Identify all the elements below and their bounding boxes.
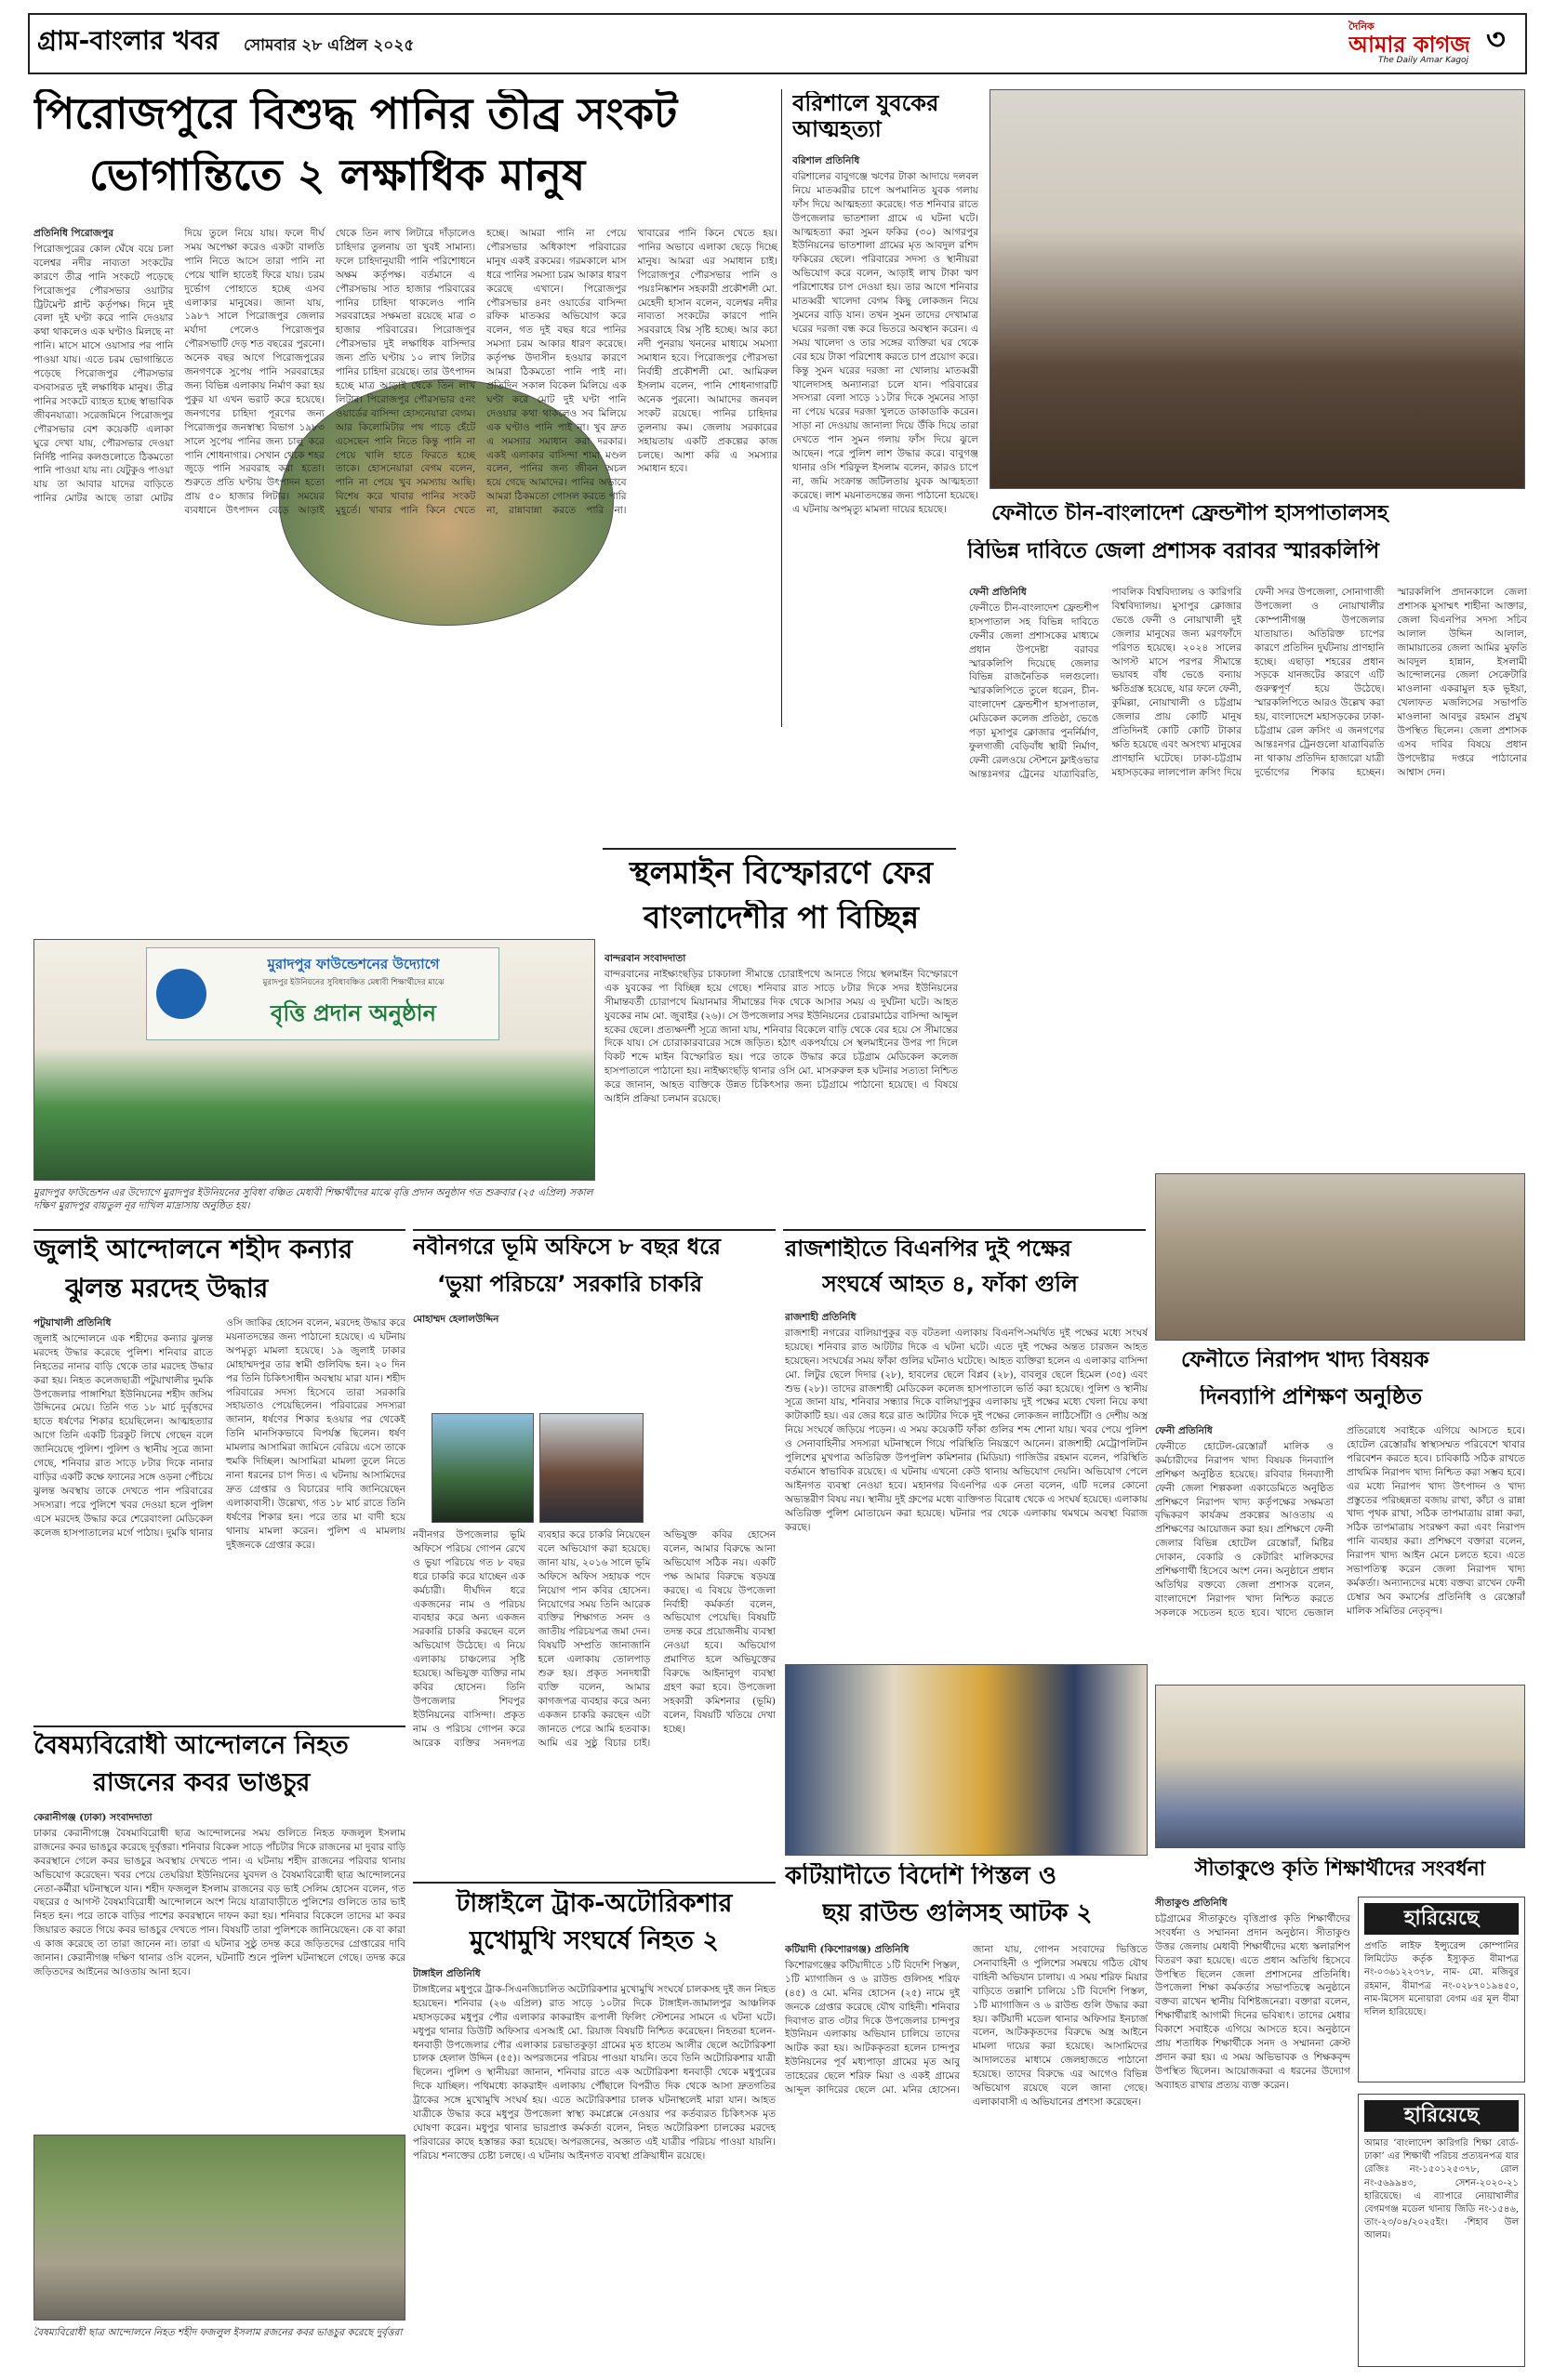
masthead	[28, 13, 1527, 74]
rajshahi-divider	[783, 1229, 1146, 1231]
tangail-body-text: টাঙ্গাইলের মধুপুরে ট্রাক-সিএনজিচালিত অটোরিকশার মুখোমুখি সংঘর্ষে চালকসহ দুই জন নিহত হয়েছেন। শনিবার (২৬ এপ্রিল) রাত সাড়ে ১০টার দিকে টাঙ্গাইল-জামালপুর আঞ্চলিক মহাসড়কের মধুপুর পৌর এলাকার কাকরাইদ রূপালী ফিলিং স্টেশনের সামনে এ ঘটনা ঘটে। মধুপুর থানার ডিউটি অফিসার এসআই মো. রিয়াজ বিষয়টি নিশ্চিত করেছেন। নিহতরা হলেন- ধনবাড়ী উপজেলার পৌর এলাকার চরভাতকুড়া গ্রামের মৃত হাতেম আলীর ছেলে অটোরিকশা চালক হেলাল উদ্দিন (৫৫)। অপরজনের পরিচয় পাওয়া যায়নি। তবে তিনি অটোরিকশার যাত্রী ছিলেন। পুলিশ ও স্থানীয়রা জানান, শনিবার রাতে এক অটোরিকশা ধনবাড়ী থেকে মধুপুরের দিকে যাচ্ছিল। পথিমধ্যে কাকরাইদ এলাকায় পৌঁছালে বিপরীত দিক থেকে আসা দ্রুতগতির ট্রাকের সঙ্গে মুখোমুখি সংঘর্ষ হয়। এতে অটোরিকশার চালক ঘটনাস্থলেই মারা যান। আহত যাত্রীকে উদ্ধার করে মধুপুর উপজেলা স্বাস্থ্য কমপ্লেক্সে নেওয়ার পর কর্তব্যরত চিকিৎসক মৃত ঘোষণা করেন। মধুপুর থানার ভারপ্রাপ্ত কর্মকর্তা বলেন, নিহত অটোরিকশা চালকের মরদেহ পরিবারের কাছে হস্তান্তর করা হয়েছে। অপরজনের, অজ্ঞাত এই যাত্রীর পরিচয় পাওয়া যায়নি। পরিচয় শনাক্তের চেষ্টা চলছে। এ ঘটনায় আইনগত ব্যবস্থা প্রক্রিয়াধীন রয়েছে।	[413, 1983, 776, 2162]
barishal-headline: বরিশালে যুবকের আত্মহত্যা	[792, 91, 939, 142]
feni-headline-2: বিভিন্ন দাবিতে জেলা প্রশাসক বরাবর স্মারকলিপি	[967, 539, 1380, 563]
lost-notice-1	[1358, 1897, 1525, 2082]
paper-prefix: দৈনিক	[1348, 20, 1375, 33]
rajshahi-byline: রাজশাহী প্রতিনিধি	[785, 1312, 857, 1323]
feni-byline: ফেনী প্রতিনিধি	[969, 587, 1027, 598]
nabinagar-headline-1: নবীনগরে ভূমি অফিসে ৮ বছর ধরে	[413, 1235, 721, 1260]
mob-divider	[33, 1726, 405, 1727]
safefood-headline-2: দিনব্যাপি প্রশিক্ষণ অনুষ্ঠিত	[1200, 1385, 1423, 1409]
lost-notice-1-label: হারিয়েছে	[1364, 1903, 1519, 1935]
barishal-body	[792, 154, 978, 731]
landmine-headline-1: স্থলমাইন বিস্ফোরণে ফের	[629, 855, 934, 891]
paper-name: আমার কাগজ	[1348, 32, 1470, 58]
lead-headline-2: ভোগান্তিতে ২ লক্ষাধিক মানুষ	[89, 151, 586, 200]
safefood-body-text: ফেনীতে হোটেল-রেস্তোরাঁ মালিক ও কর্মচারীদের নিরাপদ খাদ্য বিষয়ক দিনব্যাপি প্রশিক্ষণ অনুষ্ঠিত হয়েছে। রবিবার দিনব্যাপী ফেনী জেলা শিল্পকলা একাডেমিতে অনুষ্ঠিত প্রশিক্ষণে নিরাপদ খাদ্য কর্তৃপক্ষের সক্ষমতা বৃদ্ধিকরণ কার্যক্রম প্রকল্পের আওতায় এ প্রশিক্ষণের আয়োজন করা হয়। প্রশিক্ষণে ফেনী জেলার বিভিন্ন হোটেল রেস্তোরাঁ, মিষ্টির দোকান, বেকারি ও কেটারিং মালিকদের প্রশিক্ষণার্থী হিসেবে অংশ নেন। অনুষ্ঠানে প্রধান অতিথির বক্তব্যে জেলা প্রশাসক বলেন, বাংলাদেশে নিরাপদ খাদ্য নিশ্চিত করতে সকলকে সচেতন হতে হবে। খাদ্যে ভেজাল প্রতিরোধে সবাইকে এগিয়ে আসতে হবে। হোটেল রেস্তোরাঁয় স্বাস্থ্যসম্মত পরিবেশে খাবার পরিবেশন করতে হবে। চাবিকাঠি সঠিক রাখতে প্রাথমিক নিরাপদ খাদ্য নিশ্চিত করা সম্ভব হবে। এর মধ্যে নিরাপদ খাদ্য উৎপাদন ও খাদ্য প্রস্তুতের পরিচ্ছন্নতা বজায় রাখা, কাঁচা ও রান্না খাদ্য পৃথক রাখা, সঠিক তাপমাত্রায় রান্না করা, সঠিক তাপমাত্রায় সংরক্ষণ করা এবং নিরাপদ পানি ব্যবহার করা। প্রশিক্ষণে বক্তারা বলেন, নিরাপদ খাদ্য আইন মেনে চলতে হবে। এতে সভাপতিত্ব করেন জেলা নিরাপদ খাদ্য কর্মকর্তা। অন্যান্যদের মধ্যে বক্তব্য রাখেন ফেনী চেম্বার অব কমার্সের প্রতিনিধি ও রেস্তোরাঁ মালিক সমিতির নেতৃবৃন্দ।	[1155, 1425, 1525, 1619]
scholarship-banner-sub: মুরাদপুর ইউনিয়নের সুবিধাবঞ্চিত মেধাবী শিক্ষার্থীদের মাঝে	[262, 978, 445, 987]
safefood-headline-1: ফেনীতে নিরাপদ খাদ্য বিষয়ক	[1181, 1348, 1429, 1372]
nabinagar-body-text: নবীনগর উপজেলার ভূমি অফিসে পরিচয় গোপন রেখে ও ভুয়া পরিচয়ে গত ৮ বছর ধরে চাকরি করে যাচ্ছেন এক কর্মচারী। দীর্ঘদিন ধরে একজনের নাম ও পরিচয় ব্যবহার করে অন্য একজন সরকারি চাকরি করছেন বলে অভিযোগ উঠেছে। এ নিয়ে এলাকায় চাঞ্চল্যের সৃষ্টি হয়েছে। অভিযুক্ত ব্যক্তির নাম কবির হোসেন। তিনি উপজেলার শিবপুর ইউনিয়নের বাসিন্দা। প্রকৃত নাম ও পরিচয় গোপন করে আরেক ব্যক্তির সনদপত্র ব্যবহার করে চাকরি নিয়েছেন বলে অভিযোগ করা হয়েছে। জানা যায়, ২০১৬ সালে ভূমি অফিসে অফিস সহায়ক পদে নিয়োগ পান কবির হোসেন। নিয়োগের সময় তিনি আরেক ব্যক্তির শিক্ষাগত সনদ ও জাতীয় পরিচয়পত্র জমা দেন। বিষয়টি সম্প্রতি জানাজানি হলে এলাকায় তোলপাড় শুরু হয়। প্রকৃত সনদধারী ব্যক্তি বলেন, আমার কাগজপত্র ব্যবহার করে অন্য একজন চাকরি করছেন এটা জানতে পেরে আমি হতবাক। আমি এর সুষ্ঠু বিচার চাই। অভিযুক্ত কবির হোসেন বলেন, আমার বিরুদ্ধে আনা অভিযোগ সঠিক নয়। একটি পক্ষ আমার বিরুদ্ধে ষড়যন্ত্র করছে। এ বিষয়ে উপজেলা নির্বাহী কর্মকর্তা বলেন, অভিযোগ পেয়েছি। বিষয়টি তদন্ত করে প্রয়োজনীয় ব্যবস্থা নেওয়া হবে। অভিযোগ প্রমাণিত হলে অভিযুক্তের বিরুদ্ধে আইনানুগ ব্যবস্থা গ্রহণ করা হবে। উপজেলা সহকারী কমিশনার (ভূমি) বলেন, বিষয়টি খতিয়ে দেখা হচ্ছে।	[413, 1529, 776, 1749]
july-headline-2: ঝুলন্ত মরদেহ উদ্ধার	[65, 1274, 269, 1303]
nabinagar-body	[413, 1528, 776, 1878]
lost-notice-2	[1358, 2094, 1525, 2367]
barishal-byline: বরিশাল প্রতিনিধি	[792, 155, 860, 166]
mob-headline-2: রাজনের কবর ভাঙচুর	[93, 1768, 311, 1797]
scholarship-caption: মুরাদপুর ফাউন্ডেশন এর উদ্যোগে মুরাদপুর ইউনিয়নের সুবিধা বঞ্চিত মেধাবী শিক্ষার্থীদের মাঝে বৃত্তি প্রদান অনুষ্ঠান গত শুক্রবার (২৫ এপ্রিল) সকাল দক্ষিণ মুরাদপুর বায়তুল নূর দাখিল মাদ্রাসায় অনুষ্ঠিত হয়।	[33, 1187, 593, 1212]
landmine-body	[604, 952, 958, 1209]
feni-body-text: ফেনীতে চীন-বাংলাদেশ ফ্রেন্ডশীপ হাসপাতাল সহ বিভিন্ন দাবিতে ফেনীর জেলা প্রশাসকের মাধ্যমে প্রধান উপদেষ্টা বরাবর স্মারকলিপি দিয়েছে জেলার বিভিন্ন রাজনৈতিক দলগুলো। স্মারকলিপিতে তুলে ধরেন, চীন-বাংলাদেশ ফ্রেন্ডশীপ হাসপাতাল, মেডিকেল কলেজ প্রতিষ্ঠা, ভেঙে পড়া মুসাপুর ক্লোজার পুনর্নির্মাণ, ফুলগাজী বেড়িবাঁধ স্থায়ী নির্মাণ, ফেনী রেলওয়ে স্টেশনে ফ্লাইওভার আন্তঃনগর ট্রেনের যাত্রাবিরতি, পাবলিক বিশ্ববিদ্যালয় ও কারিগরি বিশ্ববিদ্যালয়। মুসাপুর ক্লোজার ভেঙে ফেনী ও নোয়াখালী দুই জেলার মানুষের জন্য মরণফাঁদে পরিণত হয়েছে। ২০২৪ সালের আগস্ট মাসে পরপর সীমান্তে ভয়াবহ বাঁধ ভেঙে বন্যায় ক্ষতিগ্রস্ত হয়েছে, যার ফলে ফেনী, কুমিল্লা, নোয়াখালী ও চট্টগ্রাম জেলার প্রায় কোটি মানুষ প্রতিদিনই কোটি কোটি টাকার ক্ষতি হয়েছে এবং অসংখ্য মানুষের প্রাণহানি ঘটেছে। ঢাকা-চট্টগ্রাম মহাসড়কের লালপোল ক্রসিং দিয়ে ফেনী সদর উপজেলা, সোনাগাজী উপজেলা ও নোয়াখালীর কোম্পানীগঞ্জ উপজেলার যাতায়াত। অতিরিক্ত চাপের কারণে প্রতিদিন দুর্ঘটনায় প্রাণহানি হচ্ছে। এছাড়া শহরের প্রধান সড়কে যানজটের কারণে এটি গুরুত্বপূর্ণ হয়ে উঠেছে। স্মারকলিপিতে আরও উল্লেখ করা হয়, বাংলাদেশে মহাসড়কের ঢাকা-চট্টগ্রাম রেল ক্রসিং এ জনগণের আন্তঃনগর ট্রেনগুলো যাত্রাবিরতি না থাকায় প্রতিদিন হাজারো যাত্রী দুর্ভোগের শিকার হচ্ছেন। স্মারকলিপি প্রদানকালে জেলা প্রশাসক মুসাম্মৎ শাহীনা আক্তার, জেলা বিএনপির সদস্য সচিব আলাল উদ্দিন আলাল, জামায়াতের জেলা আমির মুফতি আবদুল হান্নান, ইসলামী আন্দোলনের জেলা সেক্রেটারি মাওলানা একরামুল হক ভূইয়া, খেলাফত মজলিসের সভাপতি মাওলানা আবদুর রহমান প্রমুখ উপস্থিত ছিলেন। জেলা প্রশাসক এসব দাবির বিষয়ে প্রধান উপদেষ্টার দপ্তরে পাঠানোর আশ্বাস দেন।	[969, 587, 1527, 780]
mob-headline-1: বৈষম্যবিরোধী আন্দোলনে নিহত	[33, 1731, 349, 1760]
issue-date: সোমবার ২৮ এপ্রিল ২০২৫	[244, 36, 415, 55]
tangail-headline-1: টাঙ্গাইলে ট্রাক-অটোরিকশার	[456, 1889, 733, 1918]
rajshahi-headline-2: সংঘর্ষে আহত ৪, ফাঁকা গুলি	[822, 1272, 1078, 1297]
safefood-body	[1155, 1424, 1525, 1679]
tangail-divider	[413, 1882, 776, 1884]
feni-memorandum-photo	[990, 89, 1525, 489]
nabinagar-byline: মোহাম্মদ হেলালউদ্দিন	[413, 1314, 499, 1325]
safefood-byline: ফেনী প্রতিনিধি	[1155, 1425, 1213, 1436]
nabinagar-portrait-1	[432, 1413, 534, 1523]
landmine-divider	[603, 848, 956, 850]
rajshahi-body	[785, 1311, 1148, 1655]
katiadi-byline: কটিয়াদী (কিশোরগঞ্জ) প্রতিনিধি	[785, 1944, 910, 1955]
rajshahi-body-text: রাজশাহী নগরের বালিয়াপুকুর বড় বটতলা এলাকায় বিএনপি-সমর্থিত দুই পক্ষের মধ্যে সংঘর্ষ হয়েছে। শনিবার রাত আটটার দিকে এ ঘটনা ঘটে। এতে দুই পক্ষের অন্তত চারজন আহত হয়েছেন। সংঘর্ষের সময় ফাঁকা গুলির ঘটনাও ঘটেছে। আহত ব্যক্তিরা হলেন এ এলাকার বাসিন্দা মো. লিটুর ছেলে দিদার (২৮), হাবলের ছেলে বিপ্লব (২৮), বাবলুর ছেলে হিমেল (৩৫) এবং শুভ (২৮)। তাদের রাজশাহী মেডিকেল কলেজ হাসপাতালে ভর্তি করা হয়েছে। পুলিশ ও স্থানীয় সূত্রে জানা যায়, শনিবার সন্ধ্যার দিকে বালিয়াপুকুর এলাকায় দুই পক্ষের মধ্যে খেলা নিয়ে কথা কাটাকাটি হয়। এর জের ধরে রাত আটটার দিকে দুই পক্ষের লোকজন লাঠিসোঁটা ও দেশীয় অস্ত্র নিয়ে সংঘর্ষে জড়িয়ে পড়েন। এ সময় কয়েকটি ফাঁকা গুলির শব্দ শোনা যায়। খবর পেয়ে পুলিশ ও সেনাবাহিনীর সদস্যরা ঘটনাস্থলে গিয়ে পরিস্থিতি নিয়ন্ত্রণে আনেন। রাজশাহী মেট্রোপলিটন পুলিশের মুখপাত্র অতিরিক্ত উপপুলিশ কমিশনার (মিডিয়া) গাজিউর রহমান বলেন, পরিস্থিতি বর্তমানে স্বাভাবিক রয়েছে। এ ঘটনায় এখনো কেউ থানায় অভিযোগ দেয়নি। অভিযোগ পেলে আইনগত ব্যবস্থা নেওয়া হবে। মহানগর বিএনপির এক নেতা বলেন, এটি দলের কোনো অভ্যন্তরীণ বিষয় নয়। স্থানীয় দুই গ্রুপের মধ্যে ব্যক্তিগত বিরোধ থেকে এ সংঘর্ষ হয়েছে। এলাকায় অতিরিক্ত পুলিশ মোতায়েন করা হয়েছে। ঘটনার পর থেকে এলাকায় থমথমে অবস্থা বিরাজ করছে।	[785, 1327, 1148, 1533]
katiadi-headline-2: ছয় রাউন্ড গুলিসহ আটক ২	[822, 1900, 1093, 1927]
mob-photo-caption: বৈষম্যবিরোধী ছাত্র আন্দোলনে নিহত শহীদ ফজলুল ইসলাম রজনের কবর ভাঙচুর করেছে দুর্বৃত্তরা	[33, 2327, 403, 2338]
tangail-byline: টাঙ্গাইল প্রতিনিধি	[413, 1968, 481, 1979]
katiadi-headline-1: কটিয়াদীতে বিদেশি পিস্তল ও	[785, 1863, 1056, 1890]
mob-body-text: ঢাকার কেরানীগঞ্জে বৈষম্যবিরোধী ছাত্র আন্দোলনের সময় গুলিতে নিহত ফজলুল ইসলাম রাজনের কবর ভাঙচুর করেছে দুর্বৃত্তরা। শনিবার বিকেল সাড়ে পাঁচটার দিকে রাজনের মা দুবার বাড়ি কবরস্থানে গেলে কবর ভাঙচুর অবস্থায় দেখতে পান। এ ঘটনায় শহীদ রাজনের পরিবার থানায় অভিযোগ করেছেন। খবর পেয়ে তেঘরিয়া ইউনিয়নের যুবদল ও বৈষম্যবিরোধী ছাত্র আন্দোলনের নেতা-কর্মীরা ঘটনাস্থলে যান। শহীদ ফজলুল ইসলাম রাজনের বড় ভাই সেলিম হোসেন বলেন, গত বছরের ৫ আগস্ট বৈষম্যবিরোধী আন্দোলনে অংশ নিয়ে যাত্রাবাড়ীতে পুলিশের গুলিতে তার ভাই নিহত হন। পরে তাকে বাড়ির পাশের কবরস্থানে দাফন করা হয়। শনিবার বিকেলে তাদের মা কবর জিয়ারত করতে গিয়ে কবর ভাঙচুর দেখতে পান। বিষয়টি তারা পুলিশকে জানিয়েছেন। কে বা কারা এ কাজ করেছে তা তারা জানেন না। তারা এ ঘটনার সুষ্ঠু তদন্ত করে জড়িতদের গ্রেপ্তারের দাবি জানান। কেরানীগঞ্জ দক্ষিণ থানার ওসি বলেন, ঘটনাটি শুনে পুলিশ ঘটনাস্থলে গেছে। তদন্ত করে জড়িতদের আইনের আওতায় আনা হবে।	[33, 1827, 405, 1977]
tangail-headline-2: মুখোমুখি সংঘর্ষে নিহত ২	[470, 1926, 719, 1955]
nabinagar-portrait-2	[539, 1413, 644, 1523]
lead-story-body	[33, 227, 777, 926]
lost-notice-1-body: প্রগতি লাইফ ইন্স্যুরেন্স কোম্পানির লিমিটেড কর্তৃক ইস্যুকৃত বীমাপত্র নং-০৩৬১২২৩৭৮, নাম- মো. মজিবুর রহমান, বীমাপত্র নং-০২৮৭০১৯৪৫০, নাম-মিসেস মনোয়ারা বেগম এর মূল বীমা দলিল হারিয়েছে।	[1364, 1941, 1519, 2017]
july-byline: পটুয়াখালী প্রতিনিধি	[33, 1317, 112, 1329]
scholarship-banner-logo	[156, 969, 206, 1019]
lost-notice-2-label: হারিয়েছে	[1364, 2100, 1519, 2132]
landmine-byline: বান্দরবান সংবাদদাতা	[604, 953, 686, 964]
lead-headline-1: পিরোজপুরে বিশুদ্ধ পানির তীব্র সংকট	[33, 89, 678, 139]
lead-body-text: পিরোজপুরের কোল ঘেঁষে বয়ে চলা বলেশ্বর নদীর নাব্যতা সংকটের কারণে তীব্র পানি সংকটে পড়েছে পিরোজপুর পৌরসভার ওয়াটার ট্রিটমেন্ট প্লান্ট কর্তৃপক্ষ। দিনে দুই বেলা দুই ঘণ্টা করে পানি দেওয়ার কথা থাকলেও এক ঘণ্টাও মিলছে না পানি। মাসে মাসে ওয়াসার পর পানি পাওয়া যায়। এতে চরম ভোগান্তিতে পড়েছে পিরোজপুর পৌরসভার বসবাসরত দুই লক্ষাধিক মানুষ। তীব্র পানির সংকটে ব্যাহত হচ্ছে স্বাভাবিক জীবনযাত্রা। সরেজমিনে পিরোজপুর পৌরসভার বেশ কয়েকটি এলাকা ঘুরে দেখা যায়, পৌরসভার দেওয়া নির্দিষ্ট পানির কলগুলোতে ঠিকমতো পানি পাওয়া যায় না। যেটুকুও পাওয়া যায় তা আবার যাদের বাড়িতে পানির মোটর আছে তারা মোটর দিয়ে তুলে নিয়ে যায়। ফলে দীর্ঘ সময় অপেক্ষা করেও একটা বালতি পানি নিতে আসে তারা পানি না পেয়ে খালি হাতেই ফিরে যায়। চরম দুর্ভোগ পোহাতে হচ্ছে এসব এলাকার মানুষের। জানা যায়, ১৯৮৭ সালে পিরোজপুর জেলার মর্যাদা পেলেও পিরোজপুর পৌরসভাটি দেড় শত বছরের পুরনো। অনেক বছর আগে পিরোজপুরের জনগণকে সুপেয় পানি সরবরাহের জন্য বিভিন্ন এলাকায় নির্মাণ করা হয় পুকুর যা এখন ভরাট করে হয়েছে। জনগণের চাহিদা পূরণের জন্য পিরোজপুর জনস্বাস্থ্য বিভাগ ১৯৮৩ সালে সুপেয় পানির জন্য চালু করে পানি শোধনাগার। সেখান থেকে শহর জুড়ে পানি সরবরাহ করা হতো। শুরুতে প্রতি ঘণ্টায় উৎপাদন হতো প্রায় ৫০ হাজার লিটার। সময়ের ব্যবধানে উৎপাদন বেড়ে আড়াই থেকে তিন লাখ লিটারে দাঁড়ালেও চাহিদার তুলনায় তা খুবই সামান্য। ফলে চাহিদানুযায়ী পানি পরিশোধনে অক্ষম কর্তৃপক্ষ। বর্তমানে এ পৌরসভায় সাত হাজার পরিবারের পানির চাহিদা থাকলেও পানি সরবরাহের সক্ষমতা রয়েছে মাত্র ৩ হাজার পরিবারের। পিরোজপুর পৌরসভার দুই লক্ষাধিক বাসিন্দার জন্য প্রতি ঘণ্টায় ১০ লাখ লিটার পানির চাহিদা রয়েছে। তার উৎপাদন হচ্ছে মাত্র আড়াই থেকে তিন লাখ লিটার। পিরোজপুর পৌরসভার ৫নং ওয়ার্ডের বাসিন্দা হোসনেয়ারা বেগম। আর কিলোমিটার পথ পাড়ে হেঁটে এসেছেন পানি নিতে কিন্তু পানি না পেয়ে খালি হাতে ফিরতে হচ্ছে তাকে। হোসনেয়ারা বেগম বলেন, পানি না পেয়ে খুব সমস্যায় আছি। বিশেষ করে খাবার পানির সংকট মুহূর্তে। খাবার পানি কিনে খেতে হচ্ছে। আমরা পানি না পেয়ে পৌরসভার অধিকাংশ পরিবারের মানুষ একই রকমের। গরমকালে মাস ধরে পানির সমস্যা চরম আকার ধারণ করেছে এখানে। পিরোজপুর পৌরসভার ৪নং ওয়ার্ডের বাসিন্দা রফিক মাতব্বর অভিযোগ করে বলেন, গত দুই বছর ধরে পানির সমস্যা চরম আকার ধারণ করেছে। কর্তৃপক্ষ উদাসীন হওয়ার কারণে আমরা ঠিকমতো পানি পাই না। প্রতিদিন সকাল বিকেল মিলিয়ে এক ঘণ্টা করে মোট দুই ঘণ্টা পানি দেওয়ার কথা থাকলেও সব মিলিয়ে এক ঘণ্টাও পানি পাই না। খুব দ্রুত এ সমস্যার সমাধান করা দরকার। একই এলাকার বাসিন্দা শামা মণ্ডল বলেন, পানির জন্য জীবন অচল হয়ে গেছে আমাদের। পানির অভাবে আমরা ঠিকমতো গোসল করতে পারি না, রান্নাবান্না করতে পারি না। খাবারের পানি কিনে খেতে হয়। পানির অভাবে এলাকা ছেড়ে দিচ্ছে মানুষ। আমরা এর সমাধান চাই। পিরোজপুর পৌরসভার পানি ও পয়ঃনিষ্কাশন সহকারী প্রকৌশলী মো. মেহেদী হাসান বলেন, বলেশ্বর নদীর নাব্যতা সংকটের কারণে পানি সরবরাহে বিঘ্ন সৃষ্টি হচ্ছে। আর কচা নদী পুনরায় খননের মাধ্যমে সমস্যা সমাধান হবে। পিরোজপুর পৌরসভা নির্বাহী প্রকৌশলী মো. আমিরুল ইসলাম বলেন, পানি শোধনাগারটি অনেক পুরনো। আমাদের জনবল সংকট রয়েছে। পানির চাহিদার তুলনায় কম। জেলায় সরকারের সহায়তায় একটি প্রকল্পের কাজ চলছে। আশা করি এ সমস্যার সমাধান হবে।	[33, 228, 777, 517]
landmine-body-text: বান্দরবানের নাইক্ষ্যংছড়ির চাকঢালা সীমান্তে চোরাইপথে আনতে গিয়ে স্থলমাইন বিস্ফোরণে এক যুবকের পা বিচ্ছিন্ন হয়ে গেছে। শনিবার রাত সাড়ে ৮টার দিকে সদর ইউনিয়নের সীমান্তবর্তী চোরাপথে মিয়ানমার সীমান্তের দিক থেকে আসার সময় এ দুর্ঘটনা ঘটে। আহত যুবকের নাম মো. জুবাইর (২৬)। সে উপজেলার সদর ইউনিয়নের চেরারমাঠের বাসিন্দা আব্দুল হকের ছেলে। প্রত্যক্ষদর্শী সূত্রে জানা যায়, শনিবার বিকেলে বাড়ি থেকে বের হয়ে সে সীমান্তের দিকে যায়। সে চোরাকারবারের সঙ্গে জড়িত। হঠাৎ একপর্যায়ে সে স্থলমাইনের উপর পা দিলে বিকট শব্দে মাইন বিস্ফোরিত হয়। পরে তাকে উদ্ধার করে চট্টগ্রাম মেডিকেল কলেজ হাসপাতালে পাঠানো হয়। নাইক্ষ্যংছড়ি থানার ওসি মো. মাসরুরুল হক ঘটনার সত্যতা নিশ্চিত করে জানান, আহত ব্যক্তিকে উন্নত চিকিৎসার জন্য চট্টগ্রামে পাঠানো হয়েছে। এ বিষয়ে আইনি প্রক্রিয়া চলমান রয়েছে।	[604, 968, 958, 1105]
july-divider	[33, 1229, 405, 1231]
scholarship-banner-title: বৃত্তি প্রদান অনুষ্ঠান	[271, 1000, 436, 1026]
scholarship-banner	[146, 947, 499, 1040]
mob-byline: কেরানীগঞ্জ (ঢাকা) সংবাদদাতা	[33, 1812, 153, 1823]
sitakunda-body	[1155, 1897, 1350, 2361]
sitakunda-headline: সীতাকুণ্ডে কৃতি শিক্ষার্থীদের সংবর্ধনা	[1194, 1858, 1486, 1881]
page-number: ৩	[1486, 22, 1506, 57]
mob-body	[33, 1811, 405, 2127]
nabinagar-divider	[413, 1229, 776, 1231]
nabinagar-headline-2: ‘ভুয়া পরিচয়ে’ সরকারি চাকরি	[437, 1272, 703, 1297]
july-body-text: জুলাই আন্দোলনে এক শহীদের কন্যার ঝুলন্ত মরদেহ উদ্ধার করেছে পুলিশ। শনিবার রাতে নিহতের নানার বাড়ি থেকে তার মরদেহ উদ্ধার করা হয়। নিহত কলেজছাত্রী পটুয়াখালীর দুমকি উপজেলার পাঙ্গাশিয়া ইউনিয়নের শহীদ জসিম উদ্দিনের মেয়ে। তিনি গত ১৮ মার্চ দুর্বৃত্তদের হাতে ধর্ষণের শিকার হয়েছিলেন। আত্মহত্যার আগে তিনি একটি চিরকুট লিখে গেছেন বলে জানিয়েছে পুলিশ। পুলিশ ও স্থানীয় সূত্রে জানা গেছে, শনিবার রাত সাড়ে ৮টার দিকে নানার বাড়ির একটি কক্ষে ফ্যানের সঙ্গে ওড়না পেঁচিয়ে ঝুলন্ত অবস্থায় তাকে দেখতে পান পরিবারের সদস্যরা। পরে পুলিশে খবর দেওয়া হলে পুলিশ এসে মরদেহ উদ্ধার করে শেরেবাংলা মেডিকেল কলেজ হাসপাতালের মর্গে পাঠায়। দুমকি থানার ওসি জাকির হোসেন বলেন, মরদেহ উদ্ধার করে ময়নাতদন্তের জন্য পাঠানো হয়েছে। এ ঘটনায় অপমৃত্যু মামলা হয়েছে। ১৯ জুলাই ঢাকার মোহাম্মদপুর তার স্বামী গুলিবিদ্ধ হন। ২০ দিন পর তিনি চিকিৎসাধীন অবস্থায় মারা যান। শহীদ পরিবারের সদস্য হিসেবে তারা সরকারি সহায়তাও পেয়েছিলেন। পরিবারের সদস্যরা জানান, ধর্ষণের শিকার হওয়ার পর থেকেই তিনি মানসিকভাবে বিপর্যস্ত ছিলেন। ধর্ষণ মামলার আসামিরা জামিনে বেরিয়ে এসে তাকে হুমকি দিচ্ছিল। আসামিরা মামলা তুলে নিতে নানা ধরনের চাপ দিত। এ ঘটনায় আসামিদের দ্রুত গ্রেপ্তার ও বিচারের দাবি জানিয়েছেন এলাকাবাসী। উল্লেখ্য, গত ১৮ মার্চ রাতে তিনি ধর্ষণের শিকার হন। পরে তার মা বাদী হয়ে থানায় মামলা করেন। পুলিশ এ মামলায় দুইজনকে গ্রেপ্তার করে।	[33, 1317, 405, 1551]
sitakunda-ceremony-photo	[1155, 1685, 1525, 1848]
tangail-body	[413, 1967, 776, 2367]
july-headline-1: জুলাই আন্দোলনে শহীদ কন্যার	[33, 1235, 353, 1264]
barishal-divider	[781, 89, 782, 727]
lead-byline: প্রতিনিধি পিরোজপুর	[33, 228, 114, 239]
scholarship-event-photo	[33, 939, 595, 1181]
sitakunda-body-text: চট্টগ্রামের সীতাকুণ্ডে বৃত্তিপ্রাপ্ত কৃতি শিক্ষার্থীদের সংবর্ধনা ও সম্মাননা প্রদান অনুষ্ঠান। সীতাকুণ্ড উত্তর জেলায় মেধাবী শিক্ষার্থীদের মধ্যে স্কলারশিপ বিতরণ করা হয়েছে। এতে প্রধান অতিথি হিসেবে উপস্থিত ছিলেন জেলা প্রশাসনের প্রতিনিধি। উপজেলা শিক্ষা কর্মকর্তার সভাপতিত্বে অনুষ্ঠানে বক্তব্য রাখেন স্থানীয় বিশিষ্টজনেরা। বক্তারা বলেন, শিক্ষার্থীরাই আগামী দিনের ভবিষ্যৎ। তাদের মেধার বিকাশে সবাইকে এগিয়ে আসতে হবে। অনুষ্ঠানে প্রায় শতাধিক শিক্ষার্থীকে সনদ ও সম্মাননা ক্রেস্ট প্রদান করা হয়। এ সময় অভিভাবক ও শিক্ষকবৃন্দ উপস্থিত ছিলেন। আয়োজকরা এ ধরনের উদ্যোগ অব্যাহত রাখার প্রত্যয় ব্যক্ত করেন।	[1155, 1912, 1350, 2091]
scholarship-banner-org: মুরাদপুর ফাউন্ডেশনের উদ্যোগে	[267, 956, 440, 972]
grave-vandalism-photo	[33, 2135, 405, 2320]
landmine-headline-2: বাংলাদেশীর পা বিচ্ছিন্ন	[643, 900, 920, 935]
katiadi-body-text: কিশোরগঞ্জের কটিয়াদীতে ১টি বিদেশি পিস্তল, ১টি ম্যাগাজিন ও ৬ রাউন্ড গুলিসহ শরিফ (৪৫) ও মো. মনির হোসেন (২৫) নামে দুই জনকে গ্রেপ্তার করেছে যৌথ বাহিনী। শনিবার দিবাগত রাত ৩টার দিকে উপজেলার চান্দপুর ইউনিয়ন এলাকায় অভিযান চালিয়ে তাদের আটক করা হয়। আটককৃতরা হলেন চান্দপুর ইউনিয়নের পূর্ব মধ্যপাড়া গ্রামের মৃত আবু তাহেরের ছেলে শরিফ মিয়া ও একই গ্রামের আব্দুল কাদিরের ছেলে মো. মনির হোসেন। জানা যায়, গোপন সংবাদের ভিত্তিতে সেনাবাহিনী ও পুলিশের সমন্বয়ে গঠিত যৌথ বাহিনী অভিযান চালায়। এ সময় শরিফ মিয়ার বাড়িতে তল্লাশি চালিয়ে ১টি বিদেশি পিস্তল, ১টি ম্যাগাজিন ও ৬ রাউন্ড গুলি উদ্ধার করা হয়। কটিয়াদী মডেল থানার অফিসার ইনচার্জ বলেন, আটককৃতদের বিরুদ্ধে অস্ত্র আইনে মামলা দায়ের করা হয়েছে। আসামিদের আদালতের মাধ্যমে জেলহাজতে পাঠানো হয়েছে। তাদের বিরুদ্ধে এর আগেও বিভিন্ন অভিযোগ রয়েছে বলে জানা গেছে। এলাকাবাসী এ অভিযানের প্রশংসা করেছেন।	[785, 1944, 1148, 2108]
july-body	[33, 1316, 405, 1726]
section-title: গ্রাম-বাংলার খবর	[37, 26, 219, 56]
safefood-training-photo	[1155, 1173, 1525, 1341]
barishal-body-text: বরিশালের বাবুগঞ্জে ঋণের টাকা আদায়ে দলবল নিয়ে মাতব্বরীর চাপে অপমানিত যুবক গলায় ফাঁস দিয়ে আত্মহত্যা করেছে। গত শনিবার রাতে উপজেলার ভাতশালা গ্রামে এ ঘটনা ঘটে। আত্মহত্যা করা সুমন ফকির (৩০) আগরপুর ইউনিয়নের ভাতশালা গ্রামের মৃত আবদুল রশিদ ফকিরের ছেলে। পরিবারের সদস্য ও স্থানীয়রা অভিযোগ করে বলেন, আড়াই লাখ টাকা ঋণ পরিশোধের চাপ দেওয়া হয়। তার আগে শনিবার মাতব্বরী খালেদা বেগম কিছু লোকজন নিয়ে সুমনের বাড়ি যান। তখন সুমন তাদের দেখামাত্র ঘরের দরজা বন্ধ করে ভিতরে অবস্থান করেন। এ সময় খালেদা ও তার সঙ্গের ব্যক্তিরা ঘর থেকে বের হয়ে টাকা পরিশোধ করতে চাপ প্রয়োগ করে। কিন্তু সুমন ঘরের দরজা না খোলায় মাতব্বরী খালেদাসহ অন্যান্যরা চলে যান। পরিবারের সদস্যরা বেলা সাড়ে ১১টার দিকে সুমনের সাড়া না পেয়ে ঘরের দরজা খুলতে ডাকাডাকি করেন। সাড়া না দেওয়ায় জানালা দিয়ে উঁকি দিয়ে তারা দেখতে পান সুমন গলায় ফাঁস দিয়ে ঝুলে আছেন। পরে পুলিশ লাশ উদ্ধার করে। বাবুগঞ্জ থানার ওসি শরিফুল ইসলাম বলেন, কারও চাপে না, জমি সংক্রান্ত জটিলতায় যুবক আত্মহত্যা করেছে। লাশ ময়নাতদন্তের জন্য পাঠানো হয়েছে। এ ঘটনায় অপমৃত্যু মামলা দায়ের হয়েছে।	[792, 170, 978, 515]
feni-headline-1: ফেনীতে চীন-বাংলাদেশ ফ্রেন্ডশীপ হাসপাতালসহ	[991, 502, 1388, 525]
katiadi-body	[785, 1943, 1148, 2367]
lost-notice-2-body: আমার ‘বাংলাদেশ কারিগরি শিক্ষা বোর্ড-ঢাকা’ এর শিক্ষার্থী পরিচয় প্রত্যয়নপত্র যার রেজিঃ নং-১৫০১২৫৩৭৮, রোল নং-৫৬৯৯৪৩, সেশন-২০২০-২১ হারিয়েছে। এ ব্যাপারে নোয়াখালীর বেগমগঞ্জ মডেল থানায় জিডি নং-১৫৪৬, তাং-২৩/০৪/২০২৫ইং। -শিহাব উল আলম।	[1364, 2138, 1519, 2241]
katiadi-arrest-photo	[785, 1664, 1148, 1856]
paper-english-name: The Daily Amar Kagoj	[1378, 56, 1469, 65]
rajshahi-headline-1: রাজশাহীতে বিএনপির দুই পক্ষের	[785, 1236, 1071, 1262]
feni-body	[969, 586, 1527, 1162]
sitakunda-byline: সীতাকুণ্ড প্রতিনিধি	[1155, 1897, 1228, 1909]
